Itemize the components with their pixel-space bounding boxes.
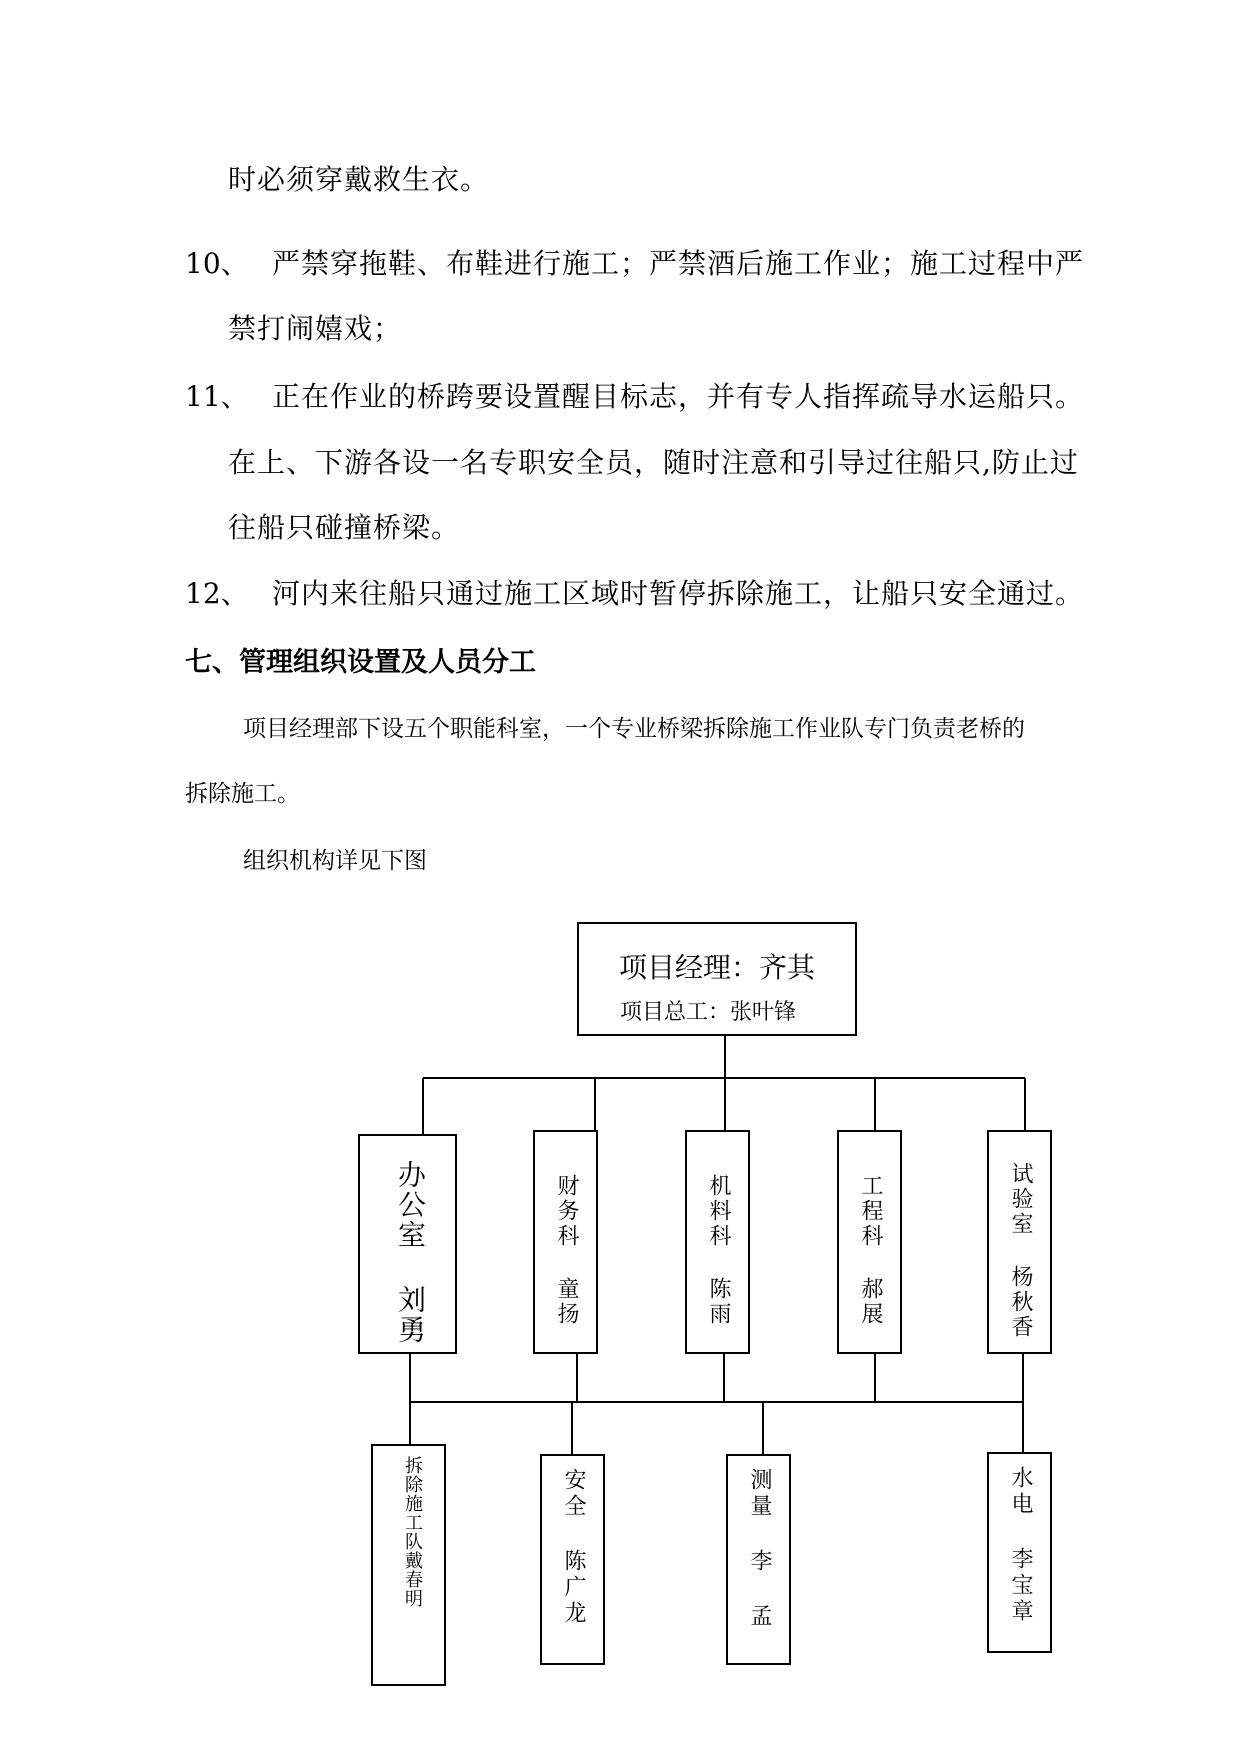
section-heading: 七、管理组织设置及人员分工 (185, 647, 536, 678)
paragraph-line: 项目经理部下设五个职能科室，一个专业桥梁拆除施工作业队专门负责老桥的 (243, 716, 1025, 742)
text-line: 严禁穿拖鞋、布鞋进行施工；严禁酒后施工作业；施工过程中严 (272, 247, 1085, 280)
dept-finance-box (533, 1130, 598, 1354)
text-line: 在上、下游各设一名专职安全员，随时注意和引导过往船只,防止过 (228, 446, 1079, 479)
team-demolition-box (371, 1444, 446, 1686)
text-line: 河内来往船只通过施工区域时暂停拆除施工，让船只安全通过。 (272, 577, 1085, 610)
dept-engineering-label: 工程科 郝展 (858, 1174, 883, 1327)
team-safety-box (540, 1454, 605, 1665)
dept-lab-label: 试验室 杨秋香 (1008, 1162, 1033, 1340)
dept-office-box (358, 1134, 457, 1354)
text-line: 禁打闹嬉戏； (228, 312, 403, 345)
item-number: 12、 (185, 577, 249, 610)
team-survey-box (726, 1454, 791, 1665)
team-utilities-label: 水电 李宝章 (1008, 1466, 1033, 1625)
dept-finance-label: 财务科 童扬 (554, 1174, 579, 1327)
item-number: 10、 (185, 247, 249, 280)
figure-caption: 组织机构详见下图 (243, 848, 427, 874)
item-number: 11、 (185, 380, 249, 413)
team-demolition-label: 拆除施工队戴春明 (402, 1456, 423, 1608)
project-manager-label: 项目经理：齐其 (619, 951, 816, 984)
dept-lab-box (987, 1130, 1052, 1354)
team-utilities-box (987, 1452, 1052, 1653)
dept-materials-box (685, 1130, 750, 1354)
dept-engineering-box (837, 1130, 902, 1354)
text-line: 往船只碰撞桥梁。 (228, 511, 461, 544)
text-line: 时必须穿戴救生衣。 (228, 163, 490, 196)
chief-engineer-label: 项目总工：张叶锋 (620, 1000, 797, 1025)
team-safety-label: 安全 陈广龙 (561, 1468, 586, 1627)
dept-office-label: 办公室 刘勇 (394, 1160, 427, 1345)
project-manager-box (577, 922, 857, 1036)
dept-materials-label: 机料科 陈雨 (706, 1174, 731, 1327)
team-survey-label: 测量 李 孟 (747, 1468, 772, 1630)
text-line: 正在作业的桥跨要设置醒目标志，并有专人指挥疏导水运船只。 (272, 380, 1085, 413)
paragraph-line: 拆除施工。 (185, 781, 300, 807)
